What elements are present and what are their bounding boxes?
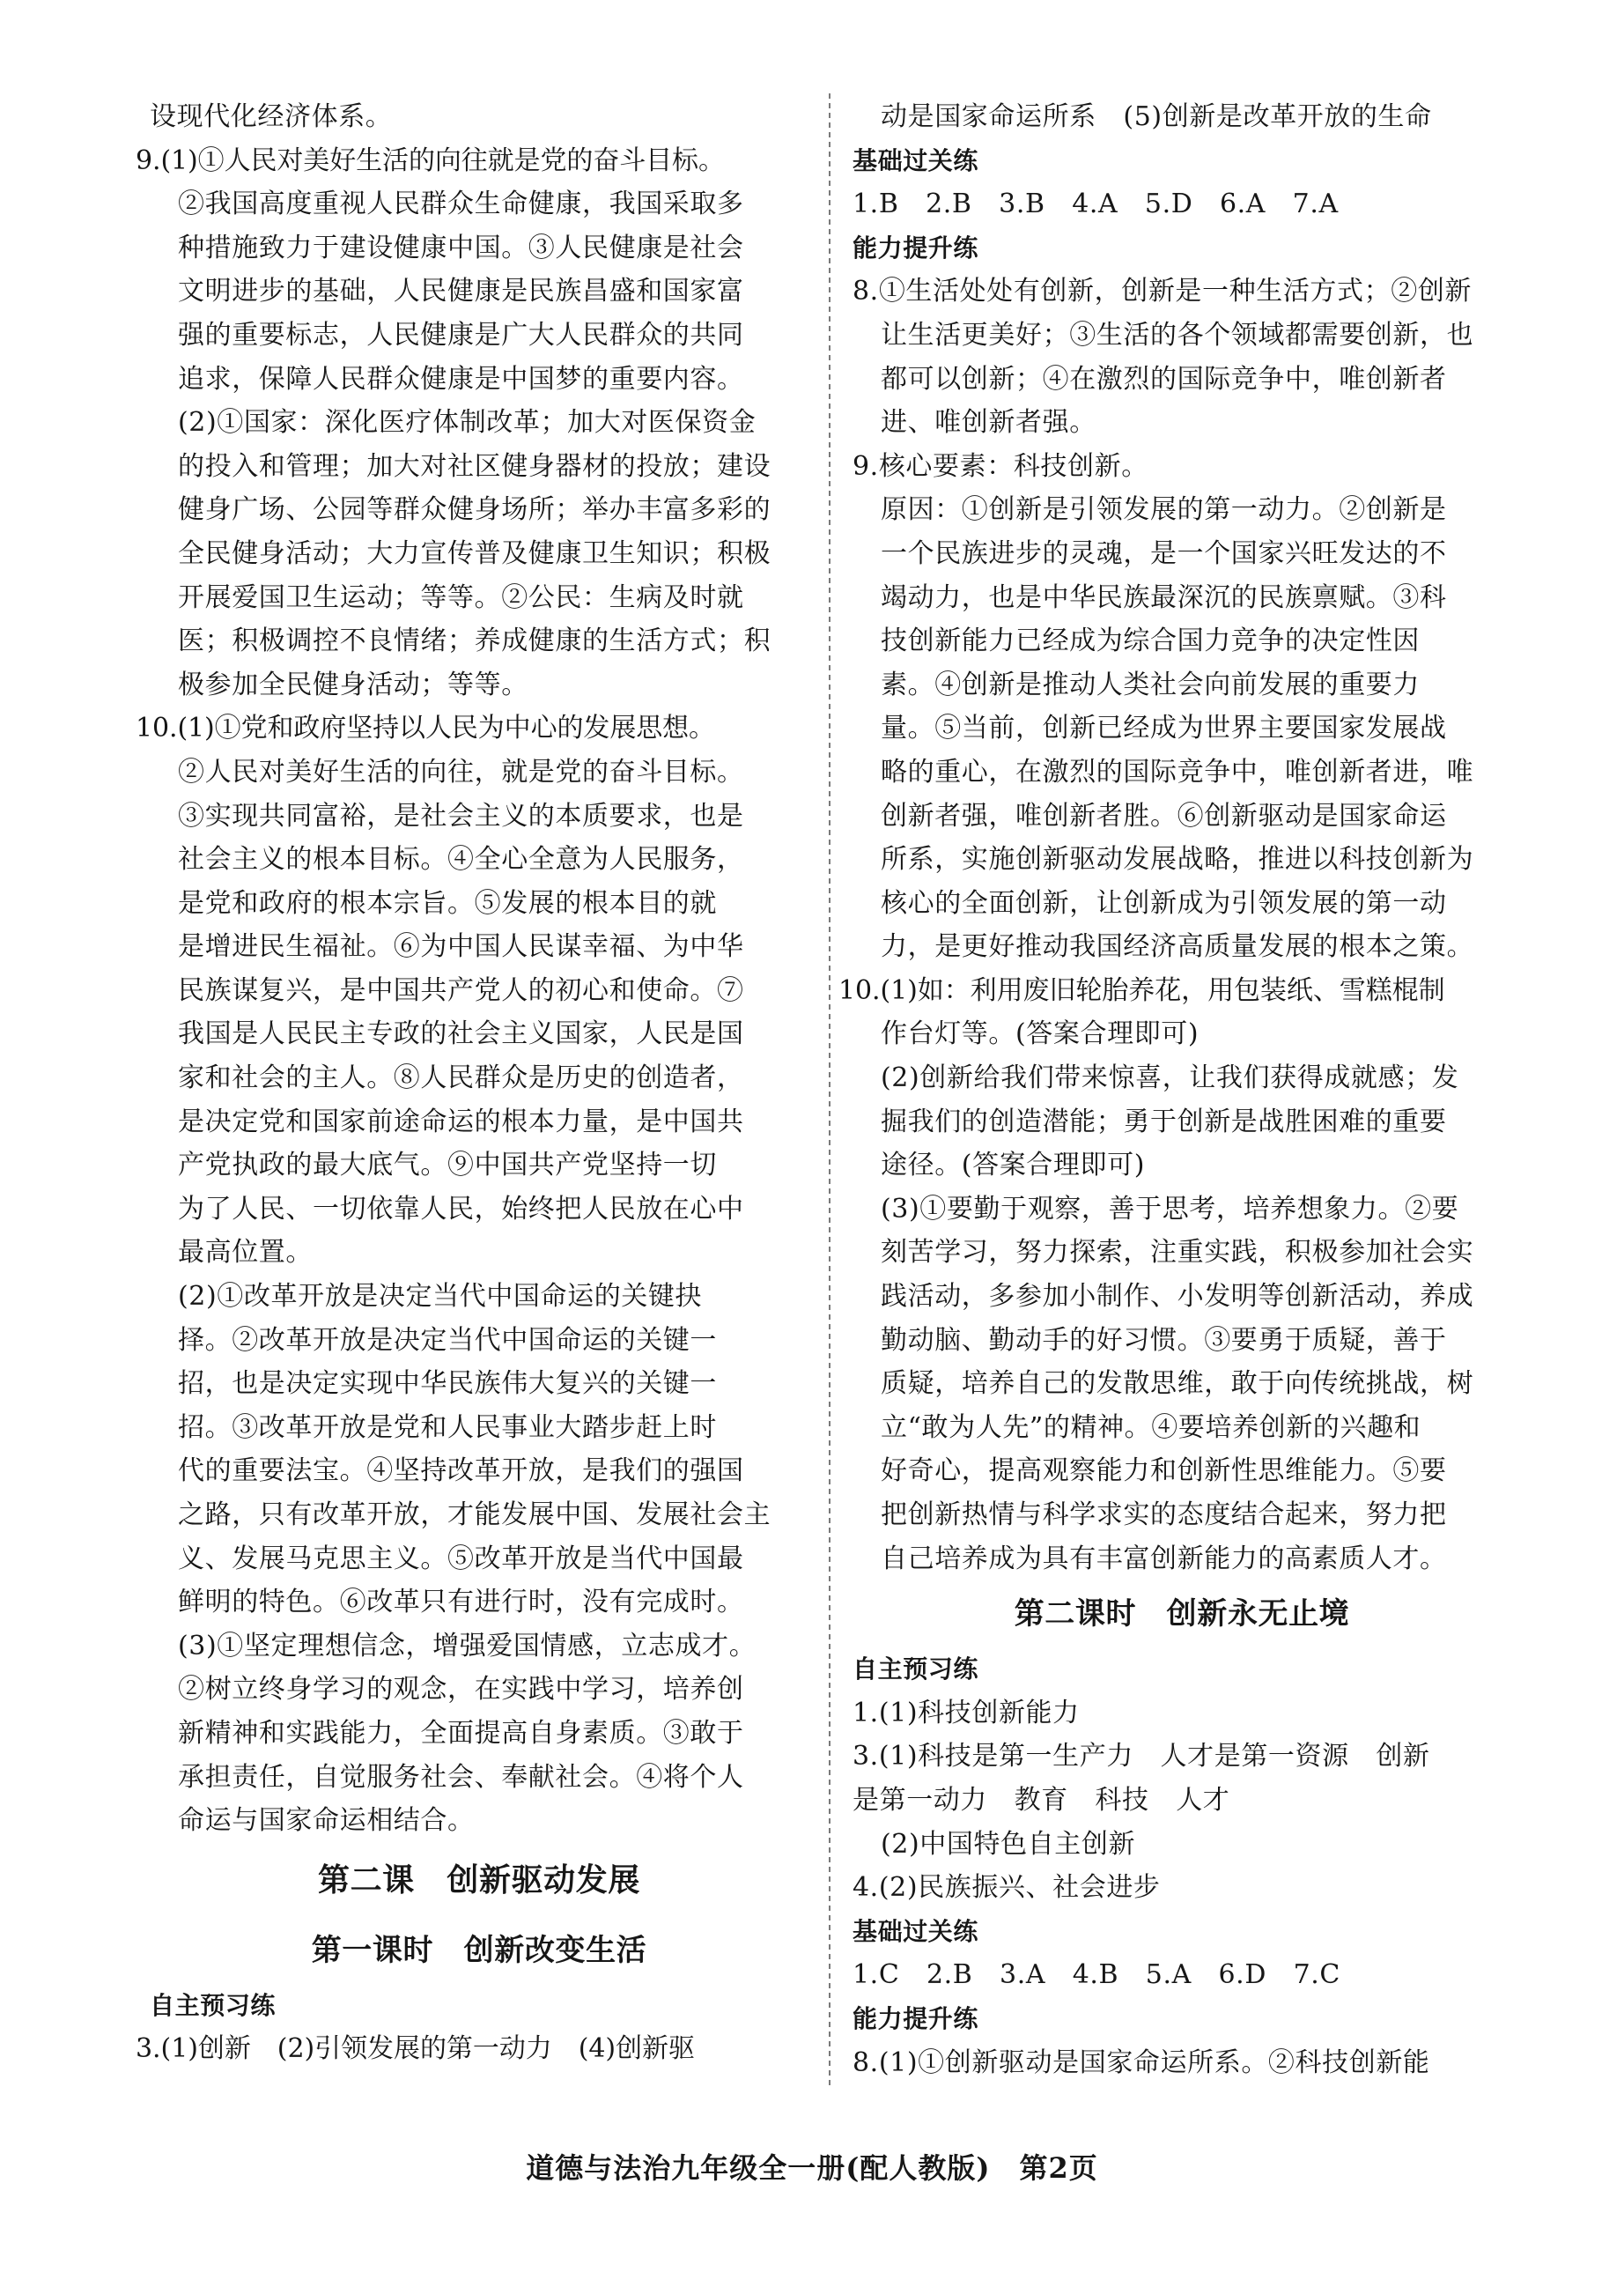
answer-line: 自己培养成为具有丰富创新能力的高素质人才。 [881,1543,1447,1574]
answer-line: 健身广场、公园等群众健身场所；举办丰富多彩的 [178,494,771,526]
answer-line: 1.C 2.B 3.A 4.B 5.A 6.D 7.C [853,1959,1340,1991]
answer-line: 刻苦学习，努力探索，注重实践，积极参加社会实 [881,1237,1474,1269]
answer-line: 4.(2)民族振兴、社会进步 [853,1872,1161,1904]
answer-line: 我国是人民民主专政的社会主义国家，人民是国 [178,1018,744,1050]
answer-line: 勤动脑、勤动手的好习惯。③要勇于质疑，善于 [881,1324,1447,1356]
answer-line: 核心的全面创新，让创新成为引领发展的第一动 [881,887,1447,919]
answer-line: 择。②改革开放是决定当代中国命运的关键一 [178,1324,717,1356]
answer-line: 强的重要标志，人民健康是广大人民群众的共同 [178,319,744,351]
answer-line: 3.(1)创新 (2)引领发展的第一动力 (4)创新驱 [136,2033,695,2065]
answer-line: 1.B 2.B 3.B 4.A 5.D 6.A 7.A [853,189,1339,220]
answer-line: 所系，实施创新驱动发展战略，推进以科技创新为 [881,844,1474,876]
answer-line: 1.(1)科技创新能力 [853,1697,1080,1728]
answer-line: 让生活更美好；③生活的各个领域都需要创新，也 [881,319,1474,351]
column-divider [829,93,830,2086]
answer-line: 是增进民生福祉。⑥为中国人民谋幸福、为中华 [178,931,744,963]
answer-line: 是第一动力 教育 科技 人才 [853,1784,1230,1816]
answer-line: 都可以创新；④在激烈的国际竞争中，唯创新者 [881,363,1447,395]
answer-line: (2)中国特色自主创新 [881,1828,1136,1860]
answer-line: 力，是更好推动我国经济高质量发展的根本之策。 [881,931,1474,963]
answer-line: 8.①生活处处有创新，创新是一种生活方式；②创新 [853,276,1473,307]
answer-line: 的投入和管理；加大对社区健身器材的投放；建设 [178,450,771,482]
period-title: 第二课时 创新永无止境 [1014,1596,1350,1632]
answer-line: 是决定党和国家前途命运的根本力量，是中国共 [178,1106,744,1137]
section-heading: 能力提升练 [853,233,979,263]
answer-line: 全民健身活动；大力宣传普及健康卫生知识；积极 [178,537,771,569]
answer-line: 竭动力，也是中华民族最深沉的民族禀赋。③科 [881,581,1447,613]
answer-line: 设现代化经济体系。 [150,101,393,132]
answer-line: 招，也是决定实现中华民族伟大复兴的关键一 [178,1368,717,1400]
answer-line: 技创新能力已经成为综合国力竞争的决定性因 [881,625,1420,657]
answer-line: 文明进步的基础，人民健康是民族昌盛和国家富 [178,276,744,307]
answer-line: 践活动，多参加小制作、小发明等创新活动，养成 [881,1281,1474,1313]
answer-line: 是党和政府的根本宗旨。⑤发展的根本目的就 [178,887,717,919]
section-heading: 自主预习练 [150,1990,277,2020]
page-footer: 道德与法治九年级全一册(配人教版) 第2页 [526,2151,1098,2185]
answer-line: (2)①改革开放是决定当代中国命运的关键抉 [178,1281,703,1313]
answer-line: 义、发展马克思主义。⑤改革开放是当代中国最 [178,1543,744,1574]
answer-line: 原因：①创新是引领发展的第一动力。②创新是 [881,494,1447,526]
period-title: 第一课时 创新改变生活 [311,1932,647,1968]
lesson-title: 第二课 创新驱动发展 [317,1861,640,1898]
answer-line: 民族谋复兴，是中国共产党人的初心和使命。⑦ [178,974,744,1006]
answer-line: ②我国高度重视人民群众生命健康，我国采取多 [178,189,744,220]
answer-line: 好奇心，提高观察能力和创新性思维能力。⑤要 [881,1455,1447,1487]
answer-line: 8.(1)①创新驱动是国家命运所系。②科技创新能 [853,2046,1430,2078]
answer-line: 素。④创新是推动人类社会向前发展的重要力 [881,669,1420,700]
answer-line: 命运与国家命运相结合。 [178,1805,475,1837]
answer-line: 招。③改革开放是党和人民事业大踏步赶上时 [178,1411,717,1443]
answer-line: 进、唯创新者强。 [881,407,1096,439]
section-heading: 自主预习练 [853,1654,979,1684]
answer-line: 量。⑤当前，创新已经成为世界主要国家发展战 [881,713,1447,744]
answer-line: (3)①坚定理想信念，增强爱国情感，立志成才。 [178,1630,757,1661]
answer-line: 立“敢为人先”的精神。④要培养创新的兴趣和 [881,1411,1421,1443]
right-column [838,95,1511,2084]
section-heading: 基础过关练 [853,145,979,175]
answer-line: 医；积极调控不良情绪；养成健康的生活方式；积 [178,625,771,657]
answer-line: 略的重心，在激烈的国际竞争中，唯创新者进，唯 [881,756,1474,788]
answer-line: 鲜明的特色。⑥改革只有进行时，没有完成时。 [178,1587,744,1618]
answer-line: 家和社会的主人。⑧人民群众是历史的创造者， [178,1062,744,1094]
answer-line: 9.(1)①人民对美好生活的向往就是党的奋斗目标。 [136,144,725,176]
answer-line: 承担责任，自觉服务社会、奉献社会。④将个人 [178,1761,744,1793]
answer-line: (2)①国家：深化医疗体制改革；加大对医保资金 [178,407,757,439]
answer-line: 作台灯等。(答案合理即可) [881,1018,1200,1050]
answer-line: (2)创新给我们带来惊喜，让我们获得成就感；发 [881,1062,1459,1094]
answer-line: 途径。(答案合理即可) [881,1150,1146,1181]
answer-line: ②树立终身学习的观念，在实践中学习，培养创 [178,1674,744,1706]
answer-line: 最高位置。 [178,1237,313,1269]
answer-line: 9.核心要素：科技创新。 [853,450,1148,482]
section-heading: 能力提升练 [853,2003,979,2033]
answer-line: ②人民对美好生活的向往，就是党的奋斗目标。 [178,756,744,788]
answer-line: 为了人民、一切依靠人民，始终把人民放在心中 [178,1193,744,1225]
answer-line: 创新者强，唯创新者胜。⑥创新驱动是国家命运 [881,800,1447,832]
answer-line: 10.(1)如：利用废旧轮胎养花，用包装纸、雪糕棍制 [838,974,1445,1006]
answer-line: 产党执政的最大底气。⑨中国共产党坚持一切 [178,1150,717,1181]
answer-line: ③实现共同富裕，是社会主义的本质要求，也是 [178,800,744,832]
answer-line: 新精神和实践能力，全面提高自身素质。③敢于 [178,1717,744,1749]
answer-line: 开展爱国卫生运动；等等。②公民：生病及时就 [178,581,744,613]
answer-line: 极参加全民健身活动；等等。 [178,669,528,700]
answer-line: 动是国家命运所系 (5)创新是改革开放的生命 [881,101,1432,132]
answer-line: 10.(1)①党和政府坚持以人民为中心的发展思想。 [136,713,715,744]
answer-line: 追求，保障人民群众健康是中国梦的重要内容。 [178,363,744,395]
answer-line: 之路，只有改革开放，才能发展中国、发展社会主 [178,1499,771,1530]
left-column [136,95,808,2071]
answer-line: 代的重要法宝。④坚持改革开放，是我们的强国 [178,1455,744,1487]
answer-line: 质疑，培养自己的发散思维，敢于向传统挑战，树 [881,1368,1474,1400]
answer-line: 种措施致力于建设健康中国。③人民健康是社会 [178,232,744,263]
answer-line: (3)①要勤于观察，善于思考，培养想象力。②要 [881,1193,1459,1225]
answer-line: 把创新热情与科学求实的态度结合起来，努力把 [881,1499,1447,1530]
answer-line: 一个民族进步的灵魂，是一个国家兴旺发达的不 [881,537,1447,569]
section-heading: 基础过关练 [853,1916,979,1946]
answer-line: 掘我们的创造潜能；勇于创新是战胜困难的重要 [881,1106,1447,1137]
answer-line: 3.(1)科技是第一生产力 人才是第一资源 创新 [853,1741,1430,1772]
answer-line: 社会主义的根本目标。④全心全意为人民服务， [178,844,744,876]
